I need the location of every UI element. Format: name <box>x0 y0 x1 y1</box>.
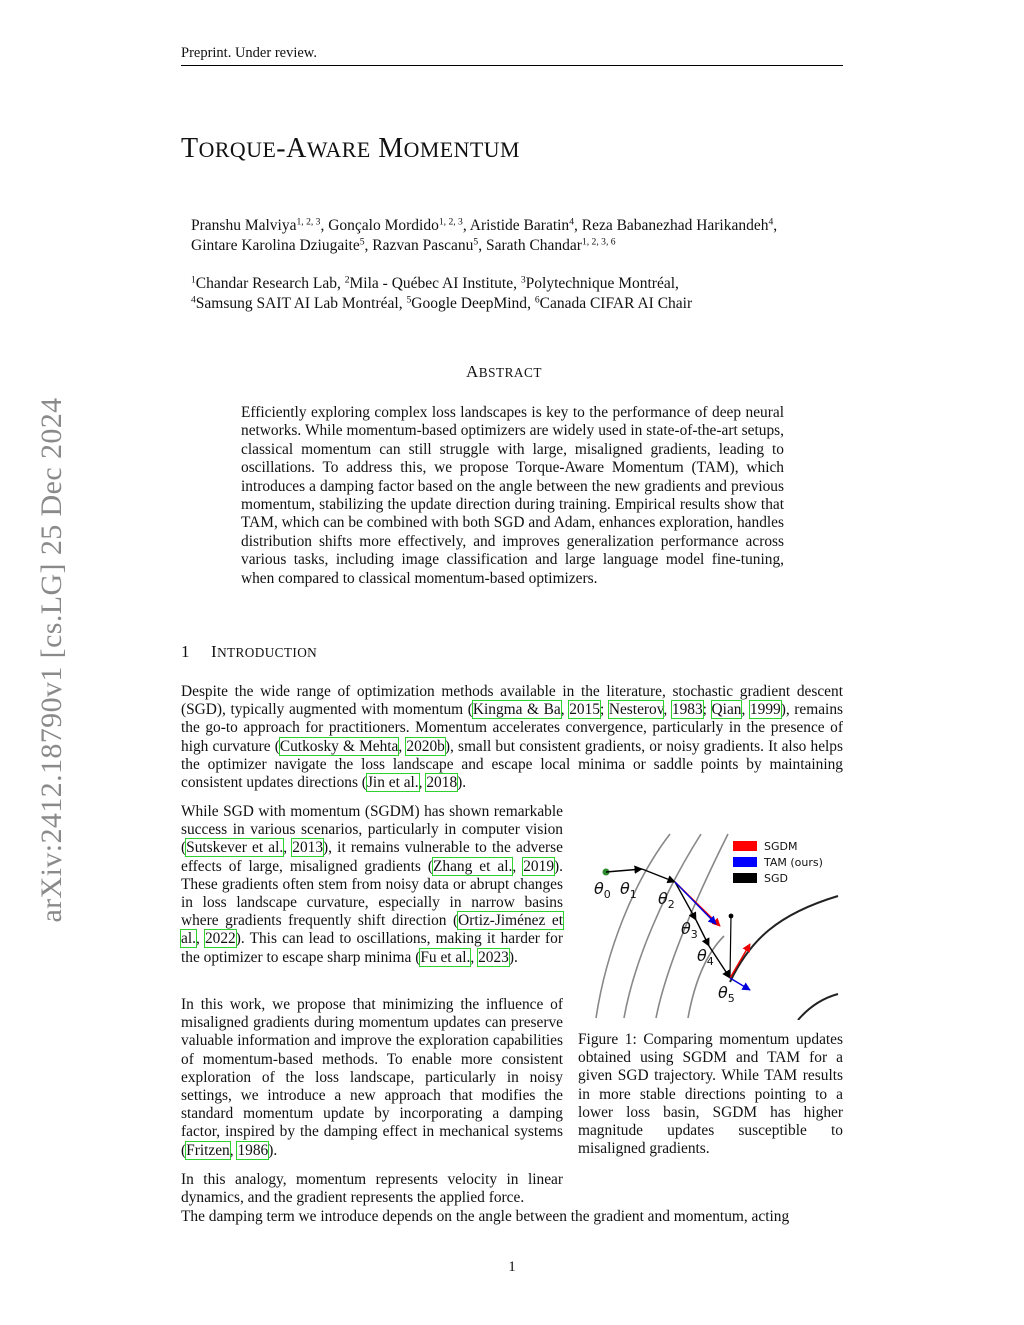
citation-link[interactable]: 2023 <box>478 948 509 966</box>
sgd-step <box>696 920 709 946</box>
citation-link[interactable]: Sutskever et al. <box>186 839 284 857</box>
citation-link[interactable]: 2015 <box>569 701 600 719</box>
header-rule <box>181 65 843 66</box>
contour-basin <box>730 896 838 982</box>
arxiv-stamp <box>22 360 82 960</box>
citation-link[interactable]: Cutkosky & Mehta <box>279 737 399 755</box>
citation-link[interactable]: 2013 <box>292 839 324 857</box>
citation-link[interactable]: 2022 <box>204 930 236 948</box>
running-header: Preprint. Under review. <box>181 45 317 61</box>
legend-label: SGD <box>764 872 788 885</box>
figure-caption: Figure 1: Comparing momentum updates obtained using SGDM and TAM for a given SGD trajectory. While TAM results in more stable directions pointing to a lower loss basin, SGDM has higher magnitude updates susceptible to misaligned gradients. <box>578 1031 843 1158</box>
legend-swatch-sgd <box>733 873 757 883</box>
abstract-text: Efficiently exploring complex loss landscapes is key to the performance of deep neural networks. While momentum-based optimizers are widely used in state-of-the-art setups, classical momentum can still struggle with large, misaligned gradients, leading to oscillations. To address this, we propose Torque-Aware Momentum (TAM), which introduces a damping factor based on the angle between the new gradients and previous momentum, stabilizing the update direction during training. Empirical results show that TAM, which can be combined with both SGD and Adam, enhances exploration, handles distribution shifts more effectively, and improves generalization performance across various tasks, including image classification and large language model fine-tuning, when compared to classical momentum-based optimizers. <box>241 404 784 587</box>
affiliations: $^1$Chandar Research Lab, $^2$Mila - Québec AI Institute, $^3$Polytechnique Montréal, $^4$Samsung SAIT AI Lab Montréal, $^5$Google DeepMind, $^6$Canada CIFAR AI Chair <box>191 274 693 312</box>
sgd-branch <box>730 916 731 978</box>
figure-legend <box>733 840 823 885</box>
citation-link[interactable]: Zhang et al. <box>432 857 513 875</box>
citation-link[interactable]: 1983 <box>671 701 703 719</box>
intro-paragraph-5: The damping term we introduce depends on the angle between the gradient and momentum, acting <box>181 1208 790 1225</box>
arxiv-stamp-text[interactable]: arXiv:2412.18790v1 [cs.LG] 25 Dec 2024 <box>35 397 68 923</box>
sgd-step <box>606 869 642 872</box>
tam-update <box>730 978 750 990</box>
legend-label: SGDM <box>764 840 798 853</box>
theta-label: $\theta_5$ <box>718 983 735 1005</box>
theta-label: $\theta_1$ <box>620 879 637 901</box>
abstract-heading: ABSTRACT <box>466 362 542 381</box>
sgd-step <box>642 869 675 882</box>
citation-link[interactable]: 2020b <box>406 737 445 755</box>
contour-line <box>596 834 670 1018</box>
author-list: Pranshu Malviya$^{1, 2, 3}$, Gonçalo Mordido$^{1, 2, 3}$, Aristide Baratin$^4$, Reza Babanezhad Harikandeh$^4$, Gintare Karolina Dziugaite$^5$, Razvan Pascanu$^5$, Sarath Chandar$^{1, 2, 3, 6}$ <box>191 216 778 254</box>
branch-point <box>729 914 734 919</box>
paper-title: TORQUE-AWARE MOMENTUM <box>181 133 520 164</box>
citation-link[interactable]: 1999 <box>749 701 781 719</box>
legend-swatch-sgdm <box>733 841 757 851</box>
page-number: 1 <box>508 1259 516 1275</box>
sgdm-update <box>730 944 750 978</box>
intro-paragraph-2: While SGD with momentum (SGDM) has shown remarkable success in various scenarios, particularly in computer vision (Sutskever et al., 2013), it remains vulnerable to the adverse effects of large, misaligned gradients (Zhang et al., 2019). These gradients often stem from noisy data or abrupt changes in loss landscape curvature, especially in narrow basins where gradients frequently shift direction (Ortiz-Jiménez et al., 2022). This can lead to oscillations, making it harder for the optimizer to escape sharp minima (Fu et al., 2023). <box>181 803 563 966</box>
citation-link[interactable]: Nesterov <box>608 701 664 719</box>
intro-paragraph-1: Despite the wide range of optimization methods available in the literature, stochastic gradient descent (SGD), typically augmented with momentum (Kingma & Ba, 2015; Nesterov, 1983; Qian, 1999), remains the go-to approach for practitioners. Momentum accelerates convergence, particularly in the presence of high curvature (Cutkosky & Mehta, 2020b), small but consistent gradients, or noisy gradients. It also helps the optimizer navigate the loss landscape and escape local minima or saddle points by maintaining consistent updates directions (Jin et al., 2018). <box>181 683 843 792</box>
citation-link[interactable]: Kingma & Ba <box>472 701 561 719</box>
contour-basin <box>798 994 838 1020</box>
intro-paragraph-3: In this work, we propose that minimizing the influence of misaligned gradients during momentum updates can preserve valuable information and improve the exploration capabilities of momentum-based methods. To enable more consistent exploration of the loss landscape, particularly in noisy settings, we introduce a new approach that modifies the standard momentum update by incorporating a damping factor, inspired by the damping effect in mechanical systems (Fritzen, 1986). <box>181 996 563 1159</box>
section-heading: 1 INTRODUCTION <box>181 642 318 661</box>
citation-link[interactable]: 2019 <box>523 857 555 875</box>
legend-swatch-tam <box>733 857 757 867</box>
citation-link[interactable]: 1986 <box>237 1141 269 1159</box>
theta-label: $\theta_3$ <box>681 919 698 941</box>
legend-label: TAM (ours) <box>764 856 823 869</box>
figure-1-diagram <box>578 832 840 1020</box>
citation-link[interactable]: Fu et al. <box>420 948 471 966</box>
citation-link[interactable]: Jin et al. <box>366 774 419 792</box>
citation-link[interactable]: 2018 <box>426 774 458 792</box>
intro-paragraph-4: In this analogy, momentum represents velocity in linear dynamics, and the gradient represents the applied force. <box>181 1171 563 1207</box>
citation-link[interactable]: Ortiz-Jiménez et al. <box>181 912 563 948</box>
theta-label: $\theta_4$ <box>697 946 714 968</box>
theta-label: $\theta_2$ <box>658 889 675 911</box>
citation-link[interactable]: Fritzen <box>186 1141 230 1159</box>
citation-link[interactable]: Qian <box>711 701 742 719</box>
theta-label: $\theta_0$ <box>594 879 611 901</box>
